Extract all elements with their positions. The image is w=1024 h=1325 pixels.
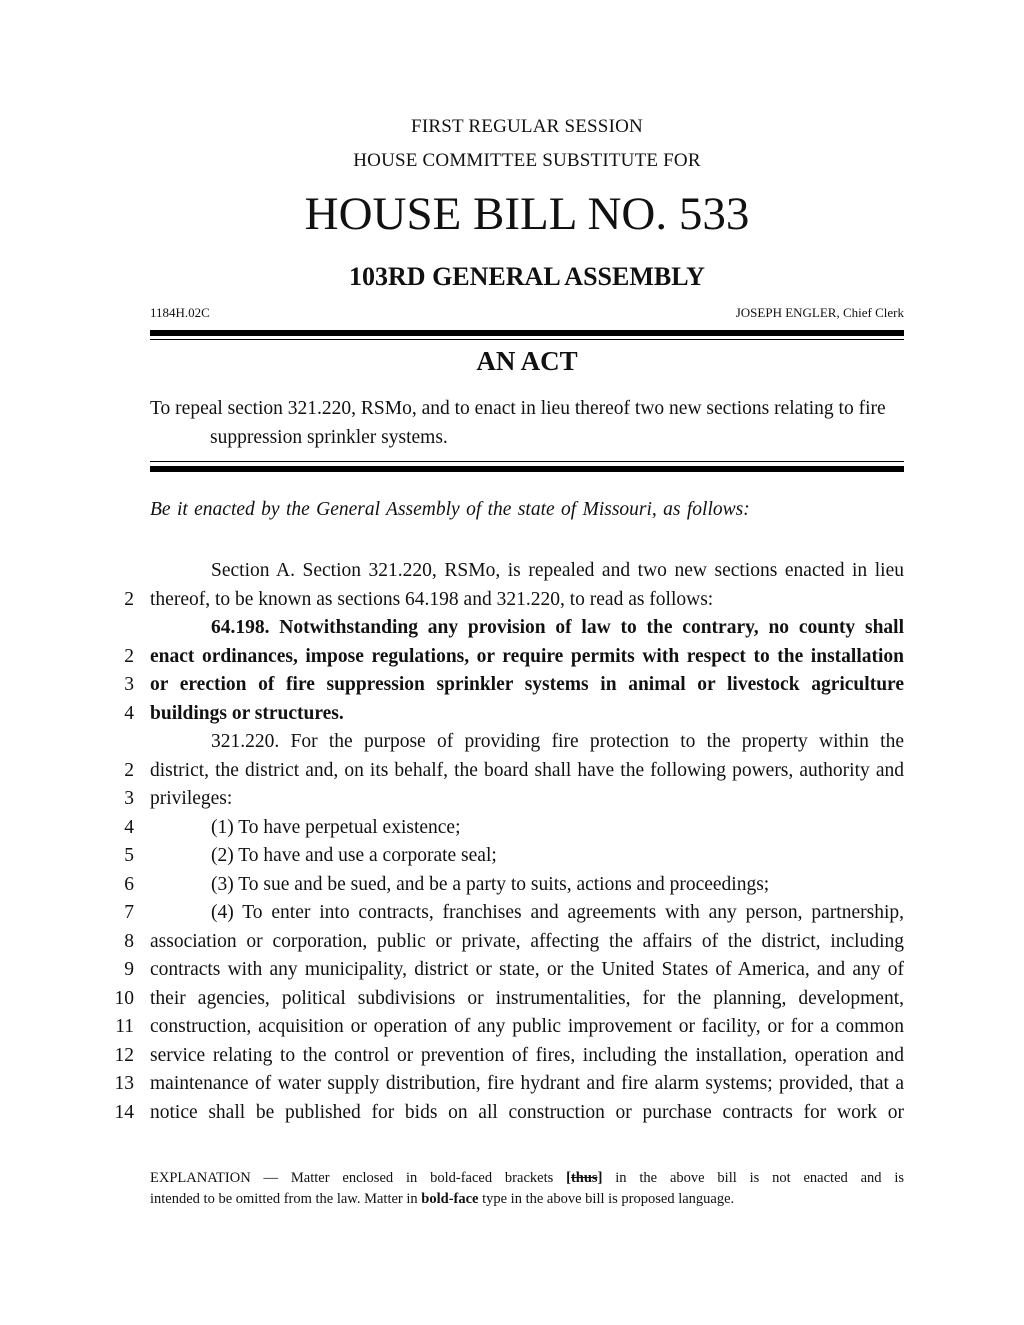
body-line xyxy=(114,985,904,1014)
act-description-line-1: To repeal section 321.220, RSMo, and to enact in lieu thereof two new sections relating to fire xyxy=(150,398,886,419)
body-line xyxy=(124,842,904,871)
body-line xyxy=(150,614,904,643)
line-text: (2) To have and use a corporate seal; xyxy=(211,845,497,866)
act-description xyxy=(150,394,904,452)
line-text: thereof, to be known as sections 64.198 and 321.220, to read as follows: xyxy=(150,588,714,610)
line-number: 5 xyxy=(124,845,134,866)
line-number: 4 xyxy=(124,702,134,724)
line-text: (3) To sue and be sued, and be a party to suits, actions and proceedings; xyxy=(211,873,770,895)
line-number: 2 xyxy=(124,759,134,781)
body-line xyxy=(124,671,904,700)
line-number: 7 xyxy=(124,902,134,923)
line-text: (1) To have perpetual existence; xyxy=(211,816,461,838)
explanation-line-1: EXPLANATION — Matter enclosed in bold-faced brackets [thus] in the above bill is not enacted and is xyxy=(150,1170,905,1186)
body-line xyxy=(124,700,904,729)
bill-number: HOUSE BILL NO. 533 xyxy=(304,188,750,240)
act-divider-thin xyxy=(150,461,904,462)
line-number: 9 xyxy=(124,959,134,980)
line-number: 2 xyxy=(124,588,134,610)
body-line xyxy=(150,728,904,757)
line-text: construction, acquisition or operation of any public improvement or facility, or for a common xyxy=(150,1016,904,1037)
line-text: or erection of fire suppression sprinkler systems in animal or livestock agriculture xyxy=(150,674,904,695)
body-line xyxy=(115,1013,904,1042)
line-text: privileges: xyxy=(150,788,233,809)
body-line xyxy=(124,899,904,928)
explanation-line-2: intended to be omitted from the law. Matter in bold-face type in the above bill is proposed language. xyxy=(150,1191,735,1207)
body-line xyxy=(124,757,904,786)
bold-face-example: bold-face xyxy=(421,1191,479,1207)
body-line xyxy=(114,1070,904,1099)
line-text: buildings or structures. xyxy=(150,702,344,724)
line-text: contracts with any municipality, district or state, or the United States of America, and any of xyxy=(150,959,904,980)
body-line xyxy=(114,1099,904,1128)
line-text: their agencies, political subdivisions or instrumentalities, for the planning, development, xyxy=(150,987,904,1009)
substitute-label: HOUSE COMMITTEE SUBSTITUTE FOR xyxy=(353,150,701,171)
line-number: 4 xyxy=(124,816,134,838)
document-id: 1184H.02C xyxy=(150,305,210,320)
act-divider-thick xyxy=(150,466,904,472)
body-line xyxy=(124,586,904,615)
header-divider-thin xyxy=(150,339,904,340)
line-text: 64.198. Notwithstanding any provision of law to the contrary, no county shall xyxy=(211,617,904,638)
general-assembly: 103RD GENERAL ASSEMBLY xyxy=(349,262,705,291)
line-text: (4) To enter into contracts, franchises and agreements with any person, partnership, xyxy=(211,902,904,923)
body-line xyxy=(124,956,904,985)
line-text: 321.220. For the purpose of providing fire protection to the property within the xyxy=(211,731,904,752)
line-number: 6 xyxy=(124,873,134,895)
session-label: FIRST REGULAR SESSION xyxy=(411,116,643,137)
line-text: association or corporation, public or private, affecting the affairs of the district, including xyxy=(150,930,904,952)
line-number: 14 xyxy=(114,1101,134,1123)
explanation-label: EXPLANATION xyxy=(150,1170,251,1186)
bracket-example: [thus] xyxy=(566,1170,603,1186)
body-line xyxy=(150,557,904,586)
act-title: AN ACT xyxy=(476,346,578,376)
line-number: 10 xyxy=(114,987,134,1009)
line-number: 12 xyxy=(114,1044,134,1066)
line-number: 13 xyxy=(114,1073,134,1094)
body-line xyxy=(124,814,904,843)
line-number: 3 xyxy=(124,674,134,695)
line-number: 11 xyxy=(115,1016,134,1037)
line-number: 2 xyxy=(124,645,134,667)
line-number: 8 xyxy=(124,930,134,952)
body-line xyxy=(124,785,904,814)
body-line xyxy=(124,643,904,672)
line-text: notice shall be published for bids on all construction or purchase contracts for work or xyxy=(150,1101,904,1123)
line-text: service relating to the control or prevention of fires, including the installation, operation and xyxy=(150,1044,904,1066)
body-line xyxy=(124,871,904,900)
explanation-note xyxy=(150,1168,904,1210)
act-description-line-2: suppression sprinkler systems. xyxy=(210,427,448,448)
body-line xyxy=(114,1042,904,1071)
line-text: enact ordinances, impose regulations, or require permits with respect to the installation xyxy=(150,645,904,667)
line-number: 3 xyxy=(124,788,134,809)
header-divider-thick xyxy=(150,330,904,336)
body-line xyxy=(124,928,904,957)
chief-clerk: JOSEPH ENGLER, Chief Clerk xyxy=(735,305,904,320)
line-text: Section A. Section 321.220, RSMo, is repealed and two new sections enacted in lieu xyxy=(211,560,904,581)
line-text: maintenance of water supply distribution, fire hydrant and fire alarm systems; provided, that a xyxy=(150,1073,904,1094)
line-text: district, the district and, on its behalf, the board shall have the following powers, authority and xyxy=(150,759,904,781)
enacting-clause: Be it enacted by the General Assembly of the state of Missouri, as follows: xyxy=(150,499,750,520)
